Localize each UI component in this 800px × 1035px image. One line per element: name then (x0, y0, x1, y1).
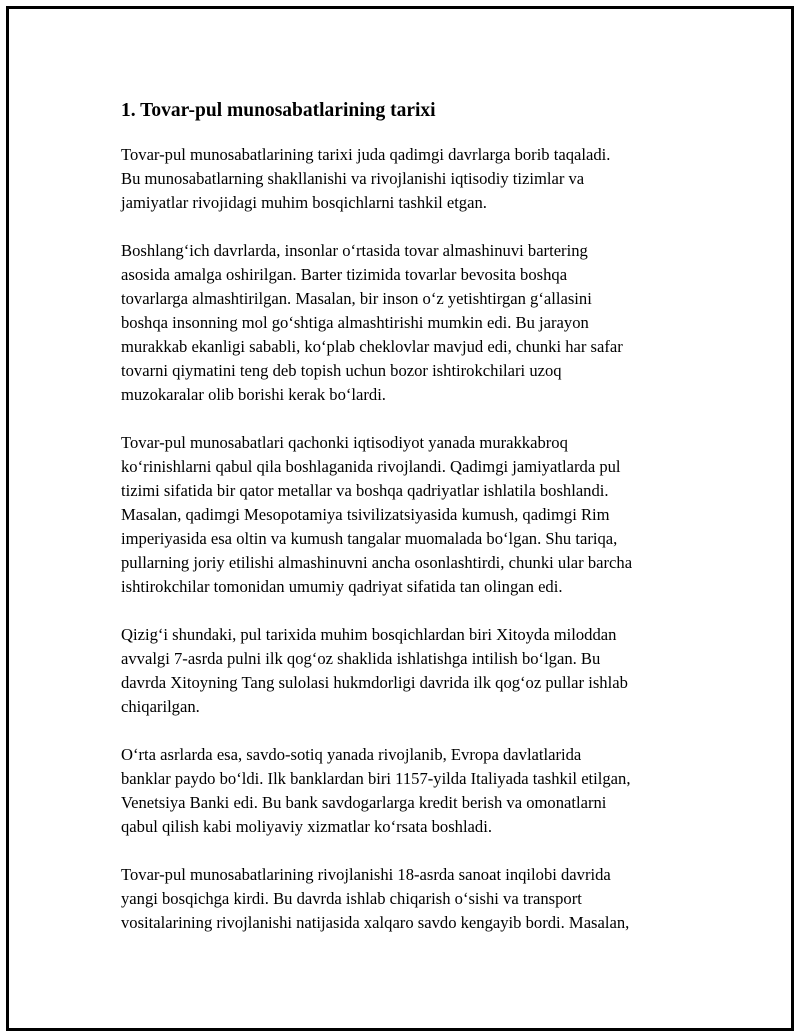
document-body (121, 97, 711, 959)
text-line: chiqarilgan. (121, 697, 200, 716)
text-line: vositalarining rivojlanishi natijasida xalqaro savdo kengayib bordi. Masalan, (121, 913, 630, 932)
text-line: tizimi sifatida bir qator metallar va boshqa qadriyatlar ishlatila boshlandi. (121, 481, 609, 500)
text-line: Boshlang‘ich davrlarda, insonlar o‘rtasida tovar almashinuvi bartering (121, 241, 588, 260)
text-line: pullarning joriy etilishi almashinuvni ancha osonlashtirdi, chunki ular barcha (121, 553, 633, 572)
text-line: jamiyatlar rivojidagi muhim bosqichlarni tashkil etgan. (121, 193, 487, 212)
section-heading: 1. Tovar-pul munosabatlarining tarixi (121, 100, 436, 121)
text-line: Tovar-pul munosabatlari qachonki iqtisodiyot yanada murakkabroq (121, 433, 568, 452)
text-line: avvalgi 7-asrda pulni ilk qog‘oz shaklida ishlatishga intilish bo‘lgan. Bu (121, 649, 601, 668)
text-line: Qizig‘i shundaki, pul tarixida muhim bosqichlardan biri Xitoyda miloddan (121, 625, 617, 644)
paragraph (121, 743, 711, 839)
text-line: Bu munosabatlarning shakllanishi va rivojlanishi iqtisodiy tizimlar va (121, 169, 585, 188)
paragraph (121, 863, 711, 935)
text-line: ishtirokchilar tomonidan umumiy qadriyat sifatida tan olingan edi. (121, 577, 563, 596)
text-line: Tovar-pul munosabatlarining tarixi juda qadimgi davrlarga borib taqaladi. (121, 145, 611, 164)
text-line: muzokaralar olib borishi kerak bo‘lardi. (121, 385, 386, 404)
text-line: imperiyasida esa oltin va kumush tangalar muomalada bo‘lgan. Shu tariqa, (121, 529, 618, 548)
text-line: Venetsiya Banki edi. Bu bank savdogarlarga kredit berish va omonatlarni (121, 793, 607, 812)
text-line: asosida amalga oshirilgan. Barter tizimida tovarlar bevosita boshqa (121, 265, 568, 284)
page-frame (6, 6, 794, 1031)
text-line: boshqa insonning mol go‘shtiga almashtirishi mumkin edi. Bu jarayon (121, 313, 589, 332)
paragraph (121, 623, 711, 719)
paragraph (121, 431, 711, 599)
text-line: yangi bosqichga kirdi. Bu davrda ishlab chiqarish o‘sishi va transport (121, 889, 582, 908)
text-line: Masalan, qadimgi Mesopotamiya tsivilizatsiyasida kumush, qadimgi Rim (121, 505, 610, 524)
text-line: Tovar-pul munosabatlarining rivojlanishi 18-asrda sanoat inqilobi davrida (121, 865, 611, 884)
text-line: qabul qilish kabi moliyaviy xizmatlar ko‘rsata boshladi. (121, 817, 492, 836)
text-line: ko‘rinishlarni qabul qila boshlaganida rivojlandi. Qadimgi jamiyatlarda pul (121, 457, 621, 476)
text-line: tovarni qiymatini teng deb topish uchun bozor ishtirokchilari uzoq (121, 361, 562, 380)
paragraph (121, 143, 711, 215)
text-line: davrda Xitoyning Tang sulolasi hukmdorligi davrida ilk qog‘oz pullar ishlab (121, 673, 628, 692)
text-line: tovarlarga almashtirilgan. Masalan, bir inson o‘z yetishtirgan g‘allasini (121, 289, 592, 308)
text-line: O‘rta asrlarda esa, savdo-sotiq yanada rivojlanib, Evropa davlatlarida (121, 745, 582, 764)
paragraph (121, 239, 711, 407)
text-line: murakkab ekanligi sababli, ko‘plab cheklovlar mavjud edi, chunki har safar (121, 337, 623, 356)
text-line: banklar paydo bo‘ldi. Ilk banklardan biri 1157-yilda Italiyada tashkil etilgan, (121, 769, 631, 788)
